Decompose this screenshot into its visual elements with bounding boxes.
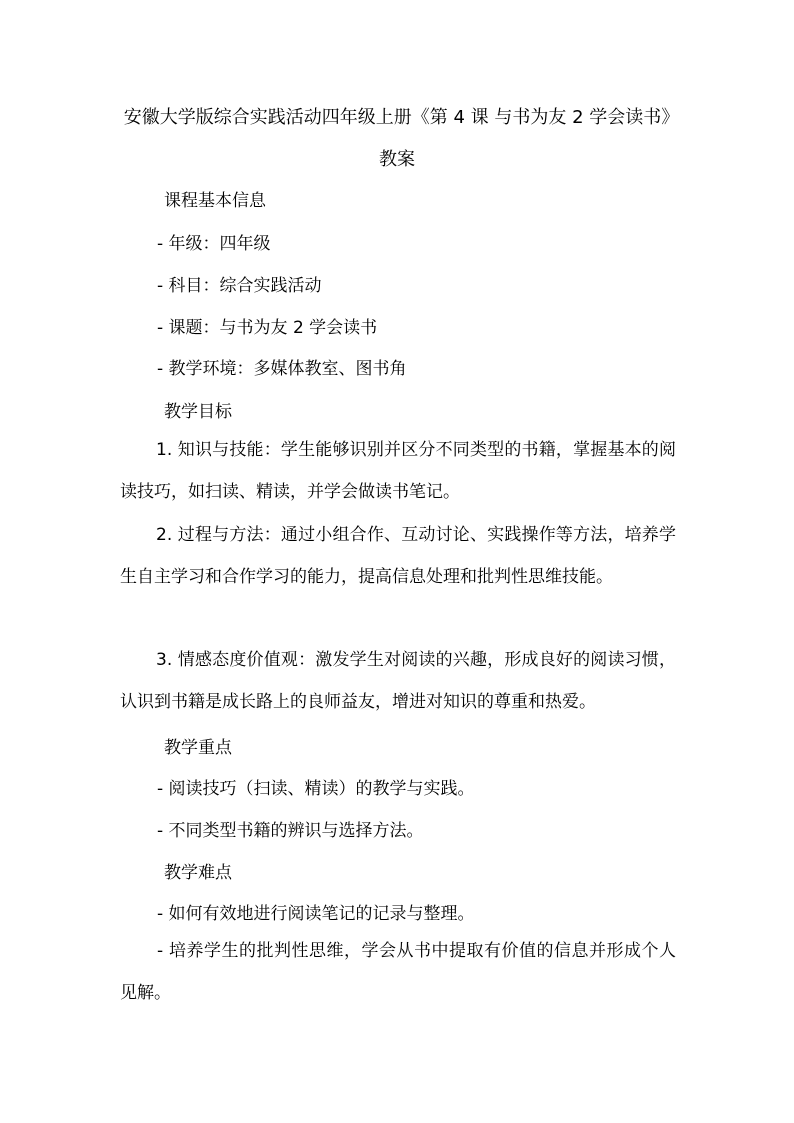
difficulty-item: - 如何有效地进行阅读笔记的记录与整理。 [157,904,475,924]
section-heading-difficulties: 教学难点 [164,863,232,883]
key-point-item: - 阅读技巧（扫读、精读）的教学与实践。 [157,779,475,799]
info-item-environment: - 教学环境：多媒体教室、图书角 [157,359,407,379]
section-heading-objectives: 教学目标 [164,402,232,422]
info-item-grade: - 年级：四年级 [157,234,271,254]
section-heading-key-points: 教学重点 [164,738,232,758]
objective-emotion: 3. 情感态度价值观：激发学生对阅读的兴趣，形成良好的阅读习惯，认识到书籍是成长路上的良师益友，增进对知识的尊重和热爱。 [120,650,676,712]
document-title: 安徽大学版综合实践活动四年级上册《第 4 课 与书为友 2 学会读书》教案 [123,107,671,170]
info-item-subject: - 科目：综合实践活动 [157,276,322,296]
section-heading-basic-info: 课程基本信息 [164,191,266,211]
info-item-topic: - 课题：与书为友 2 学会读书 [157,318,378,338]
key-point-item: - 不同类型书籍的辨识与选择方法。 [157,821,424,841]
objective-knowledge: 1. 知识与技能：学生能够识别并区分不同类型的书籍，掌握基本的阅读技巧，如扫读、精读，并学会做读书笔记。 [120,440,676,502]
difficulty-item: - 培养学生的批判性思维，学会从书中提取有价值的信息并形成个人见解。 [120,941,676,1003]
objective-process: 2. 过程与方法：通过小组合作、互动讨论、实践操作等方法，培养学生自主学习和合作学习的能力，提高信息处理和批判性思维技能。 [120,525,676,587]
